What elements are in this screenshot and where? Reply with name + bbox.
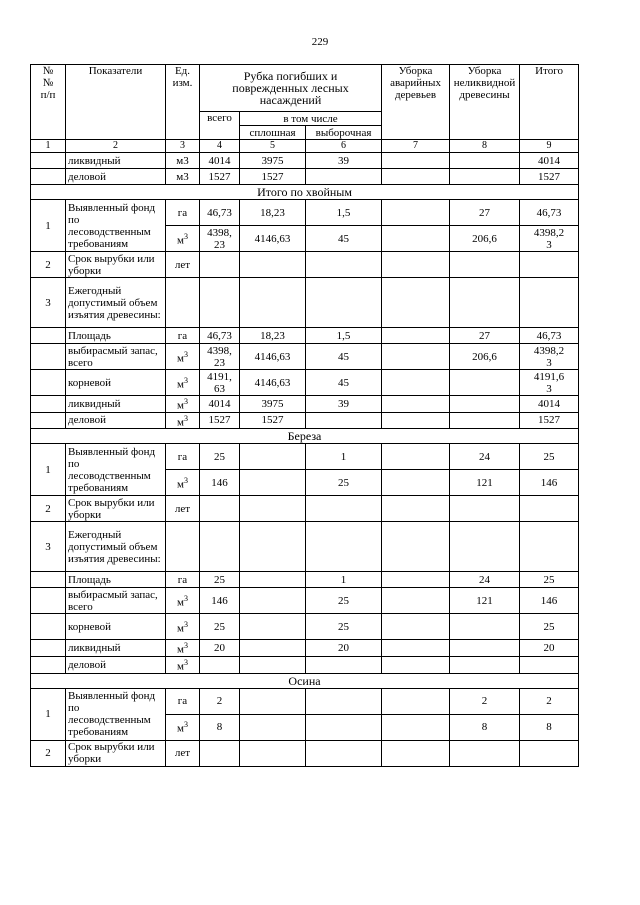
item-number bbox=[31, 344, 66, 370]
value-cell bbox=[200, 656, 240, 673]
value-cell: 25 bbox=[520, 614, 579, 640]
table-row bbox=[31, 640, 579, 657]
col-number: 2 bbox=[66, 140, 166, 153]
table-row bbox=[31, 278, 579, 328]
item-number bbox=[31, 572, 66, 588]
row-label: выбирасмый запас, всего bbox=[66, 588, 166, 614]
item-number: 1 bbox=[31, 200, 66, 252]
value-cell bbox=[306, 740, 382, 766]
row-label: Срок вырубки или уборки bbox=[66, 252, 166, 278]
value-cell bbox=[382, 656, 450, 673]
value-cell: 24 bbox=[450, 444, 520, 470]
value-cell: 25 bbox=[306, 470, 382, 496]
row-label: деловой bbox=[66, 169, 166, 185]
value-cell: 46,73 bbox=[520, 200, 579, 226]
table-row bbox=[31, 429, 579, 444]
value-cell bbox=[240, 252, 306, 278]
value-cell bbox=[382, 252, 450, 278]
value-cell bbox=[306, 656, 382, 673]
value-cell: 46,73 bbox=[200, 328, 240, 344]
item-number: 2 bbox=[31, 740, 66, 766]
table-row bbox=[31, 444, 579, 470]
table-row bbox=[31, 200, 579, 226]
value-cell bbox=[382, 688, 450, 714]
value-cell bbox=[240, 614, 306, 640]
value-cell bbox=[200, 496, 240, 522]
value-cell: 4146,63 bbox=[240, 226, 306, 252]
table-row bbox=[31, 169, 579, 185]
header-indicator: Показатели bbox=[66, 65, 166, 140]
value-cell bbox=[450, 370, 520, 396]
value-cell: 8 bbox=[200, 714, 240, 740]
header-selective: выборочная bbox=[306, 126, 382, 140]
table-row bbox=[31, 328, 579, 344]
header-unit: Ед. изм. bbox=[166, 65, 200, 140]
col-number: 7 bbox=[382, 140, 450, 153]
value-cell bbox=[450, 252, 520, 278]
value-cell bbox=[382, 740, 450, 766]
table-row bbox=[31, 153, 579, 169]
row-label: Выявленный фонд по лесоводственным требованиям bbox=[66, 444, 166, 496]
row-label: выбирасмый запас, всего bbox=[66, 344, 166, 370]
value-cell bbox=[382, 278, 450, 328]
row-label: Выявленный фонд по лесоводственным требованиям bbox=[66, 688, 166, 740]
value-cell: 27 bbox=[450, 200, 520, 226]
value-cell: 146 bbox=[200, 588, 240, 614]
value-cell: 39 bbox=[306, 396, 382, 413]
col-number: 3 bbox=[166, 140, 200, 153]
value-cell: 4191,6 3 bbox=[520, 370, 579, 396]
value-cell: 8 bbox=[450, 714, 520, 740]
value-cell: 4014 bbox=[520, 153, 579, 169]
row-label: Ежегодный допустимый объем изъятия древесины: bbox=[66, 522, 166, 572]
table-row bbox=[31, 396, 579, 413]
value-cell bbox=[306, 169, 382, 185]
value-cell bbox=[382, 714, 450, 740]
value-cell bbox=[240, 278, 306, 328]
value-cell bbox=[520, 656, 579, 673]
value-cell bbox=[520, 278, 579, 328]
unit-cell: $м^3$ bbox=[166, 470, 200, 496]
table-row bbox=[31, 496, 579, 522]
value-cell: 206,6 bbox=[450, 344, 520, 370]
value-cell bbox=[240, 640, 306, 657]
section-title: Итого по хвойным bbox=[31, 185, 579, 200]
unit-cell: га bbox=[166, 328, 200, 344]
header-emergency: Уборка аварийных деревьев bbox=[382, 65, 450, 140]
row-label: Площадь bbox=[66, 328, 166, 344]
value-cell bbox=[200, 252, 240, 278]
unit-cell: $м^3$ bbox=[166, 396, 200, 413]
row-label: корневой bbox=[66, 370, 166, 396]
value-cell: 146 bbox=[520, 470, 579, 496]
value-cell: 39 bbox=[306, 153, 382, 169]
col-number: 4 bbox=[200, 140, 240, 153]
unit-cell: $м^3$ bbox=[166, 344, 200, 370]
table-row bbox=[31, 344, 579, 370]
unit-cell: $м^3$ bbox=[166, 412, 200, 429]
value-cell: 1,5 bbox=[306, 328, 382, 344]
value-cell bbox=[240, 470, 306, 496]
value-cell bbox=[200, 740, 240, 766]
unit-cell: лет bbox=[166, 740, 200, 766]
value-cell bbox=[450, 496, 520, 522]
value-cell: 45 bbox=[306, 344, 382, 370]
value-cell: 25 bbox=[200, 614, 240, 640]
value-cell bbox=[240, 444, 306, 470]
value-cell bbox=[306, 688, 382, 714]
item-number bbox=[31, 614, 66, 640]
item-number bbox=[31, 656, 66, 673]
row-label: корневой bbox=[66, 614, 166, 640]
value-cell bbox=[450, 522, 520, 572]
value-cell: 4398,2 3 bbox=[520, 344, 579, 370]
col-number: 6 bbox=[306, 140, 382, 153]
header-including: в том числе bbox=[240, 112, 382, 126]
value-cell bbox=[306, 522, 382, 572]
value-cell bbox=[240, 588, 306, 614]
value-cell bbox=[240, 656, 306, 673]
unit-cell: $м^3$ bbox=[166, 588, 200, 614]
value-cell: 18,23 bbox=[240, 328, 306, 344]
unit-cell: м3 bbox=[166, 169, 200, 185]
value-cell bbox=[306, 252, 382, 278]
value-cell: 2 bbox=[520, 688, 579, 714]
value-cell: 46,73 bbox=[200, 200, 240, 226]
value-cell: 25 bbox=[200, 444, 240, 470]
row-label: деловой bbox=[66, 656, 166, 673]
col-number: 8 bbox=[450, 140, 520, 153]
item-number: 2 bbox=[31, 252, 66, 278]
value-cell bbox=[240, 688, 306, 714]
value-cell: 4398,2 3 bbox=[520, 226, 579, 252]
value-cell: 25 bbox=[306, 614, 382, 640]
item-number: 1 bbox=[31, 444, 66, 496]
item-number bbox=[31, 370, 66, 396]
item-number bbox=[31, 412, 66, 429]
value-cell: 24 bbox=[450, 572, 520, 588]
value-cell bbox=[382, 344, 450, 370]
value-cell bbox=[382, 200, 450, 226]
header-illiquid: Уборка неликвидной древесины bbox=[450, 65, 520, 140]
header-clear: сплошная bbox=[240, 126, 306, 140]
row-label: Срок вырубки или уборки bbox=[66, 496, 166, 522]
value-cell: 27 bbox=[450, 328, 520, 344]
value-cell: 45 bbox=[306, 226, 382, 252]
item-number bbox=[31, 328, 66, 344]
value-cell: 4398, 23 bbox=[200, 344, 240, 370]
page-number: 229 bbox=[311, 36, 329, 48]
value-cell bbox=[450, 396, 520, 413]
value-cell: 1527 bbox=[520, 412, 579, 429]
header-total: Итого bbox=[520, 65, 579, 140]
value-cell: 4146,63 bbox=[240, 344, 306, 370]
table-row bbox=[31, 614, 579, 640]
value-cell: 121 bbox=[450, 588, 520, 614]
value-cell bbox=[450, 656, 520, 673]
value-cell: 25 bbox=[200, 572, 240, 588]
value-cell: 4398, 23 bbox=[200, 226, 240, 252]
unit-cell: $м^3$ bbox=[166, 640, 200, 657]
unit-cell: лет bbox=[166, 252, 200, 278]
value-cell bbox=[520, 252, 579, 278]
value-cell bbox=[520, 740, 579, 766]
value-cell bbox=[382, 572, 450, 588]
forest-felling-table bbox=[30, 64, 579, 767]
item-number bbox=[31, 640, 66, 657]
value-cell bbox=[382, 496, 450, 522]
value-cell bbox=[240, 522, 306, 572]
table-row bbox=[31, 740, 579, 766]
unit-cell: $м^3$ bbox=[166, 370, 200, 396]
item-number bbox=[31, 588, 66, 614]
value-cell: 146 bbox=[520, 588, 579, 614]
row-label: Площадь bbox=[66, 572, 166, 588]
value-cell: 20 bbox=[306, 640, 382, 657]
value-cell: 1,5 bbox=[306, 200, 382, 226]
value-cell: 20 bbox=[200, 640, 240, 657]
header-num: № № п/п bbox=[31, 65, 66, 140]
unit-cell: $м^3$ bbox=[166, 226, 200, 252]
value-cell bbox=[240, 572, 306, 588]
value-cell bbox=[306, 412, 382, 429]
row-label: ликвидный bbox=[66, 396, 166, 413]
value-cell bbox=[306, 278, 382, 328]
value-cell bbox=[240, 740, 306, 766]
value-cell: 206,6 bbox=[450, 226, 520, 252]
table-row bbox=[31, 370, 579, 396]
section-title: Береза bbox=[31, 429, 579, 444]
value-cell bbox=[450, 278, 520, 328]
value-cell: 4146,63 bbox=[240, 370, 306, 396]
value-cell: 2 bbox=[450, 688, 520, 714]
value-cell bbox=[200, 522, 240, 572]
unit-cell bbox=[166, 278, 200, 328]
unit-cell: $м^3$ bbox=[166, 614, 200, 640]
table-row bbox=[31, 572, 579, 588]
col-number: 5 bbox=[240, 140, 306, 153]
value-cell: 1527 bbox=[520, 169, 579, 185]
value-cell bbox=[382, 522, 450, 572]
value-cell: 45 bbox=[306, 370, 382, 396]
value-cell: 8 bbox=[520, 714, 579, 740]
value-cell: 1527 bbox=[240, 169, 306, 185]
value-cell: 20 bbox=[520, 640, 579, 657]
unit-cell: м3 bbox=[166, 153, 200, 169]
value-cell bbox=[382, 328, 450, 344]
value-cell bbox=[306, 714, 382, 740]
value-cell bbox=[450, 614, 520, 640]
header-total-felling: всего bbox=[200, 112, 240, 140]
unit-cell: га bbox=[166, 572, 200, 588]
section-title: Осина bbox=[31, 673, 579, 688]
row-label: Выявленный фонд по лесоводственным требованиям bbox=[66, 200, 166, 252]
table-row bbox=[31, 688, 579, 714]
value-cell: 25 bbox=[306, 588, 382, 614]
unit-cell: га bbox=[166, 200, 200, 226]
unit-cell: га bbox=[166, 688, 200, 714]
item-number: 3 bbox=[31, 522, 66, 572]
row-label: ликвидный bbox=[66, 153, 166, 169]
value-cell bbox=[520, 522, 579, 572]
row-label: Срок вырубки или уборки bbox=[66, 740, 166, 766]
value-cell bbox=[200, 278, 240, 328]
value-cell: 1527 bbox=[200, 412, 240, 429]
value-cell bbox=[382, 470, 450, 496]
table-row bbox=[31, 673, 579, 688]
value-cell: 1 bbox=[306, 572, 382, 588]
table-row bbox=[31, 522, 579, 572]
value-cell: 4014 bbox=[200, 153, 240, 169]
value-cell bbox=[450, 153, 520, 169]
unit-cell bbox=[166, 522, 200, 572]
header-felling: Рубка погибших и поврежденных лесных насаждений bbox=[200, 65, 382, 112]
value-cell bbox=[240, 714, 306, 740]
unit-cell: $м^3$ bbox=[166, 656, 200, 673]
table-row bbox=[31, 252, 579, 278]
value-cell: 1 bbox=[306, 444, 382, 470]
item-number bbox=[31, 396, 66, 413]
value-cell bbox=[382, 640, 450, 657]
value-cell bbox=[450, 740, 520, 766]
value-cell: 2 bbox=[200, 688, 240, 714]
value-cell: 1527 bbox=[240, 412, 306, 429]
value-cell bbox=[382, 370, 450, 396]
table-row bbox=[31, 656, 579, 673]
value-cell: 4191, 63 bbox=[200, 370, 240, 396]
value-cell bbox=[450, 640, 520, 657]
value-cell bbox=[382, 396, 450, 413]
value-cell: 25 bbox=[520, 444, 579, 470]
value-cell: 25 bbox=[520, 572, 579, 588]
table-row bbox=[31, 412, 579, 429]
value-cell bbox=[382, 444, 450, 470]
col-number: 9 bbox=[520, 140, 579, 153]
value-cell: 3975 bbox=[240, 396, 306, 413]
value-cell: 46,73 bbox=[520, 328, 579, 344]
item-number: 2 bbox=[31, 496, 66, 522]
value-cell bbox=[450, 412, 520, 429]
value-cell bbox=[520, 496, 579, 522]
item-number: 1 bbox=[31, 688, 66, 740]
value-cell bbox=[382, 614, 450, 640]
value-cell: 121 bbox=[450, 470, 520, 496]
value-cell bbox=[382, 153, 450, 169]
row-label: ликвидный bbox=[66, 640, 166, 657]
value-cell: 4014 bbox=[520, 396, 579, 413]
value-cell: 4014 bbox=[200, 396, 240, 413]
unit-cell: $м^3$ bbox=[166, 714, 200, 740]
value-cell bbox=[450, 169, 520, 185]
unit-cell: лет bbox=[166, 496, 200, 522]
table-row bbox=[31, 588, 579, 614]
unit-cell: га bbox=[166, 444, 200, 470]
row-label: Ежегодный допустимый объем изъятия древесины: bbox=[66, 278, 166, 328]
value-cell bbox=[306, 496, 382, 522]
value-cell: 18,23 bbox=[240, 200, 306, 226]
value-cell: 3975 bbox=[240, 153, 306, 169]
value-cell bbox=[240, 496, 306, 522]
value-cell bbox=[382, 588, 450, 614]
value-cell bbox=[382, 169, 450, 185]
value-cell: 146 bbox=[200, 470, 240, 496]
value-cell: 1527 bbox=[200, 169, 240, 185]
value-cell bbox=[382, 226, 450, 252]
value-cell bbox=[382, 412, 450, 429]
col-number: 1 bbox=[31, 140, 66, 153]
table-row bbox=[31, 185, 579, 200]
item-number: 3 bbox=[31, 278, 66, 328]
row-label: деловой bbox=[66, 412, 166, 429]
